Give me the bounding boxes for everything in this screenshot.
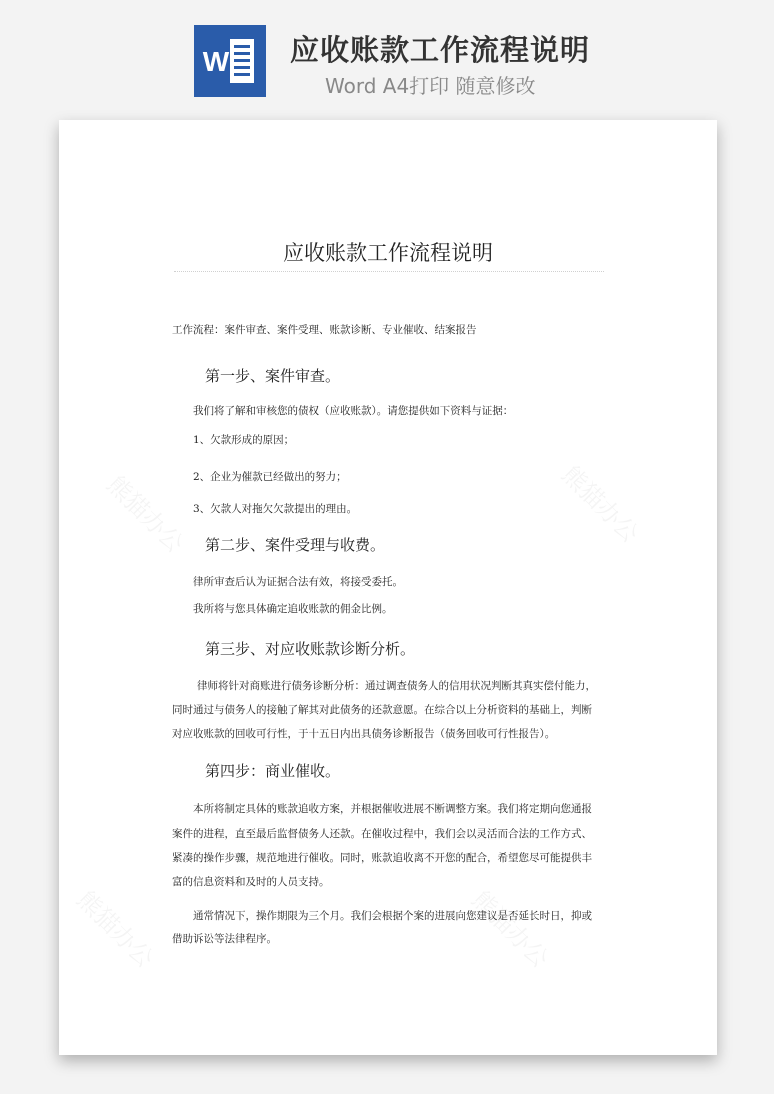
step3-heading: 第三步、对应收账款诊断分析。 <box>205 640 416 658</box>
closing-line: 通常情况下，操作期限为三个月。我们会根据个案的进展向您建议是否延长时日，抑或 <box>193 910 592 922</box>
watermark <box>556 456 649 549</box>
step1-item: 2、企业为催款已经做出的努力； <box>193 471 347 483</box>
step4-line: 本所将制定具体的账款追收方案，并根据催收进展不断调整方案。我们将定期向您通报 <box>193 803 592 815</box>
header-banner <box>0 0 774 112</box>
watermark <box>71 881 164 974</box>
word-icon <box>194 25 266 97</box>
step2-line: 律所审查后认为证据合法有效，将接受委托。 <box>193 576 403 588</box>
step2-heading: 第二步、案件受理与收费。 <box>205 536 386 554</box>
document-page <box>59 120 717 1055</box>
title-divider <box>174 271 604 272</box>
step4-heading: 第四步：商业催收。 <box>205 762 341 780</box>
banner-title: 应收账款工作流程说明 <box>290 33 591 67</box>
intro-text: 工作流程：案件审查、案件受理、账款诊断、专业催收、结案报告 <box>172 324 477 336</box>
step3-line: 同时通过与债务人的接触了解其对此债务的还款意愿。在综合以上分析资料的基础上，判断 <box>172 704 592 716</box>
step4-line: 紧凑的操作步骤，规范地进行催收。同时，账款追收离不开您的配合，希望您尽可能提供丰 <box>172 852 592 864</box>
banner-subtitle: Word A4打印 随意修改 <box>325 74 536 98</box>
step2-line: 我所将与您具体确定追收账款的佣金比例。 <box>193 603 393 615</box>
svg-text:W: W <box>202 46 230 77</box>
step4-line: 案件的进程，直至最后监督债务人还款。在催收过程中，我们会以灵活而合法的工作方式、 <box>172 828 592 840</box>
watermark <box>466 881 559 974</box>
step3-line: 对应收账款的回收可行性，于十五日内出具债务诊断报告（债务回收可行性报告）。 <box>172 728 556 740</box>
step1-item: 3、欠款人对拖欠欠款提出的理由。 <box>193 503 358 515</box>
step4-line: 富的信息资料和及时的人员支持。 <box>172 876 330 888</box>
step3-line: 律师将针对商账进行债务诊断分析：通过调查债务人的信用状况判断其真实偿付能力， <box>197 680 596 692</box>
step1-heading: 第一步、案件审查。 <box>205 367 341 385</box>
closing-line: 借助诉讼等法律程序。 <box>172 933 277 945</box>
step1-lead: 我们将了解和审核您的债权（应收账款）。请您提供如下资料与证据： <box>193 405 514 417</box>
document-title: 应收账款工作流程说明 <box>283 241 493 265</box>
step1-item: 1、欠款形成的原因； <box>193 434 295 446</box>
watermark <box>101 466 194 559</box>
